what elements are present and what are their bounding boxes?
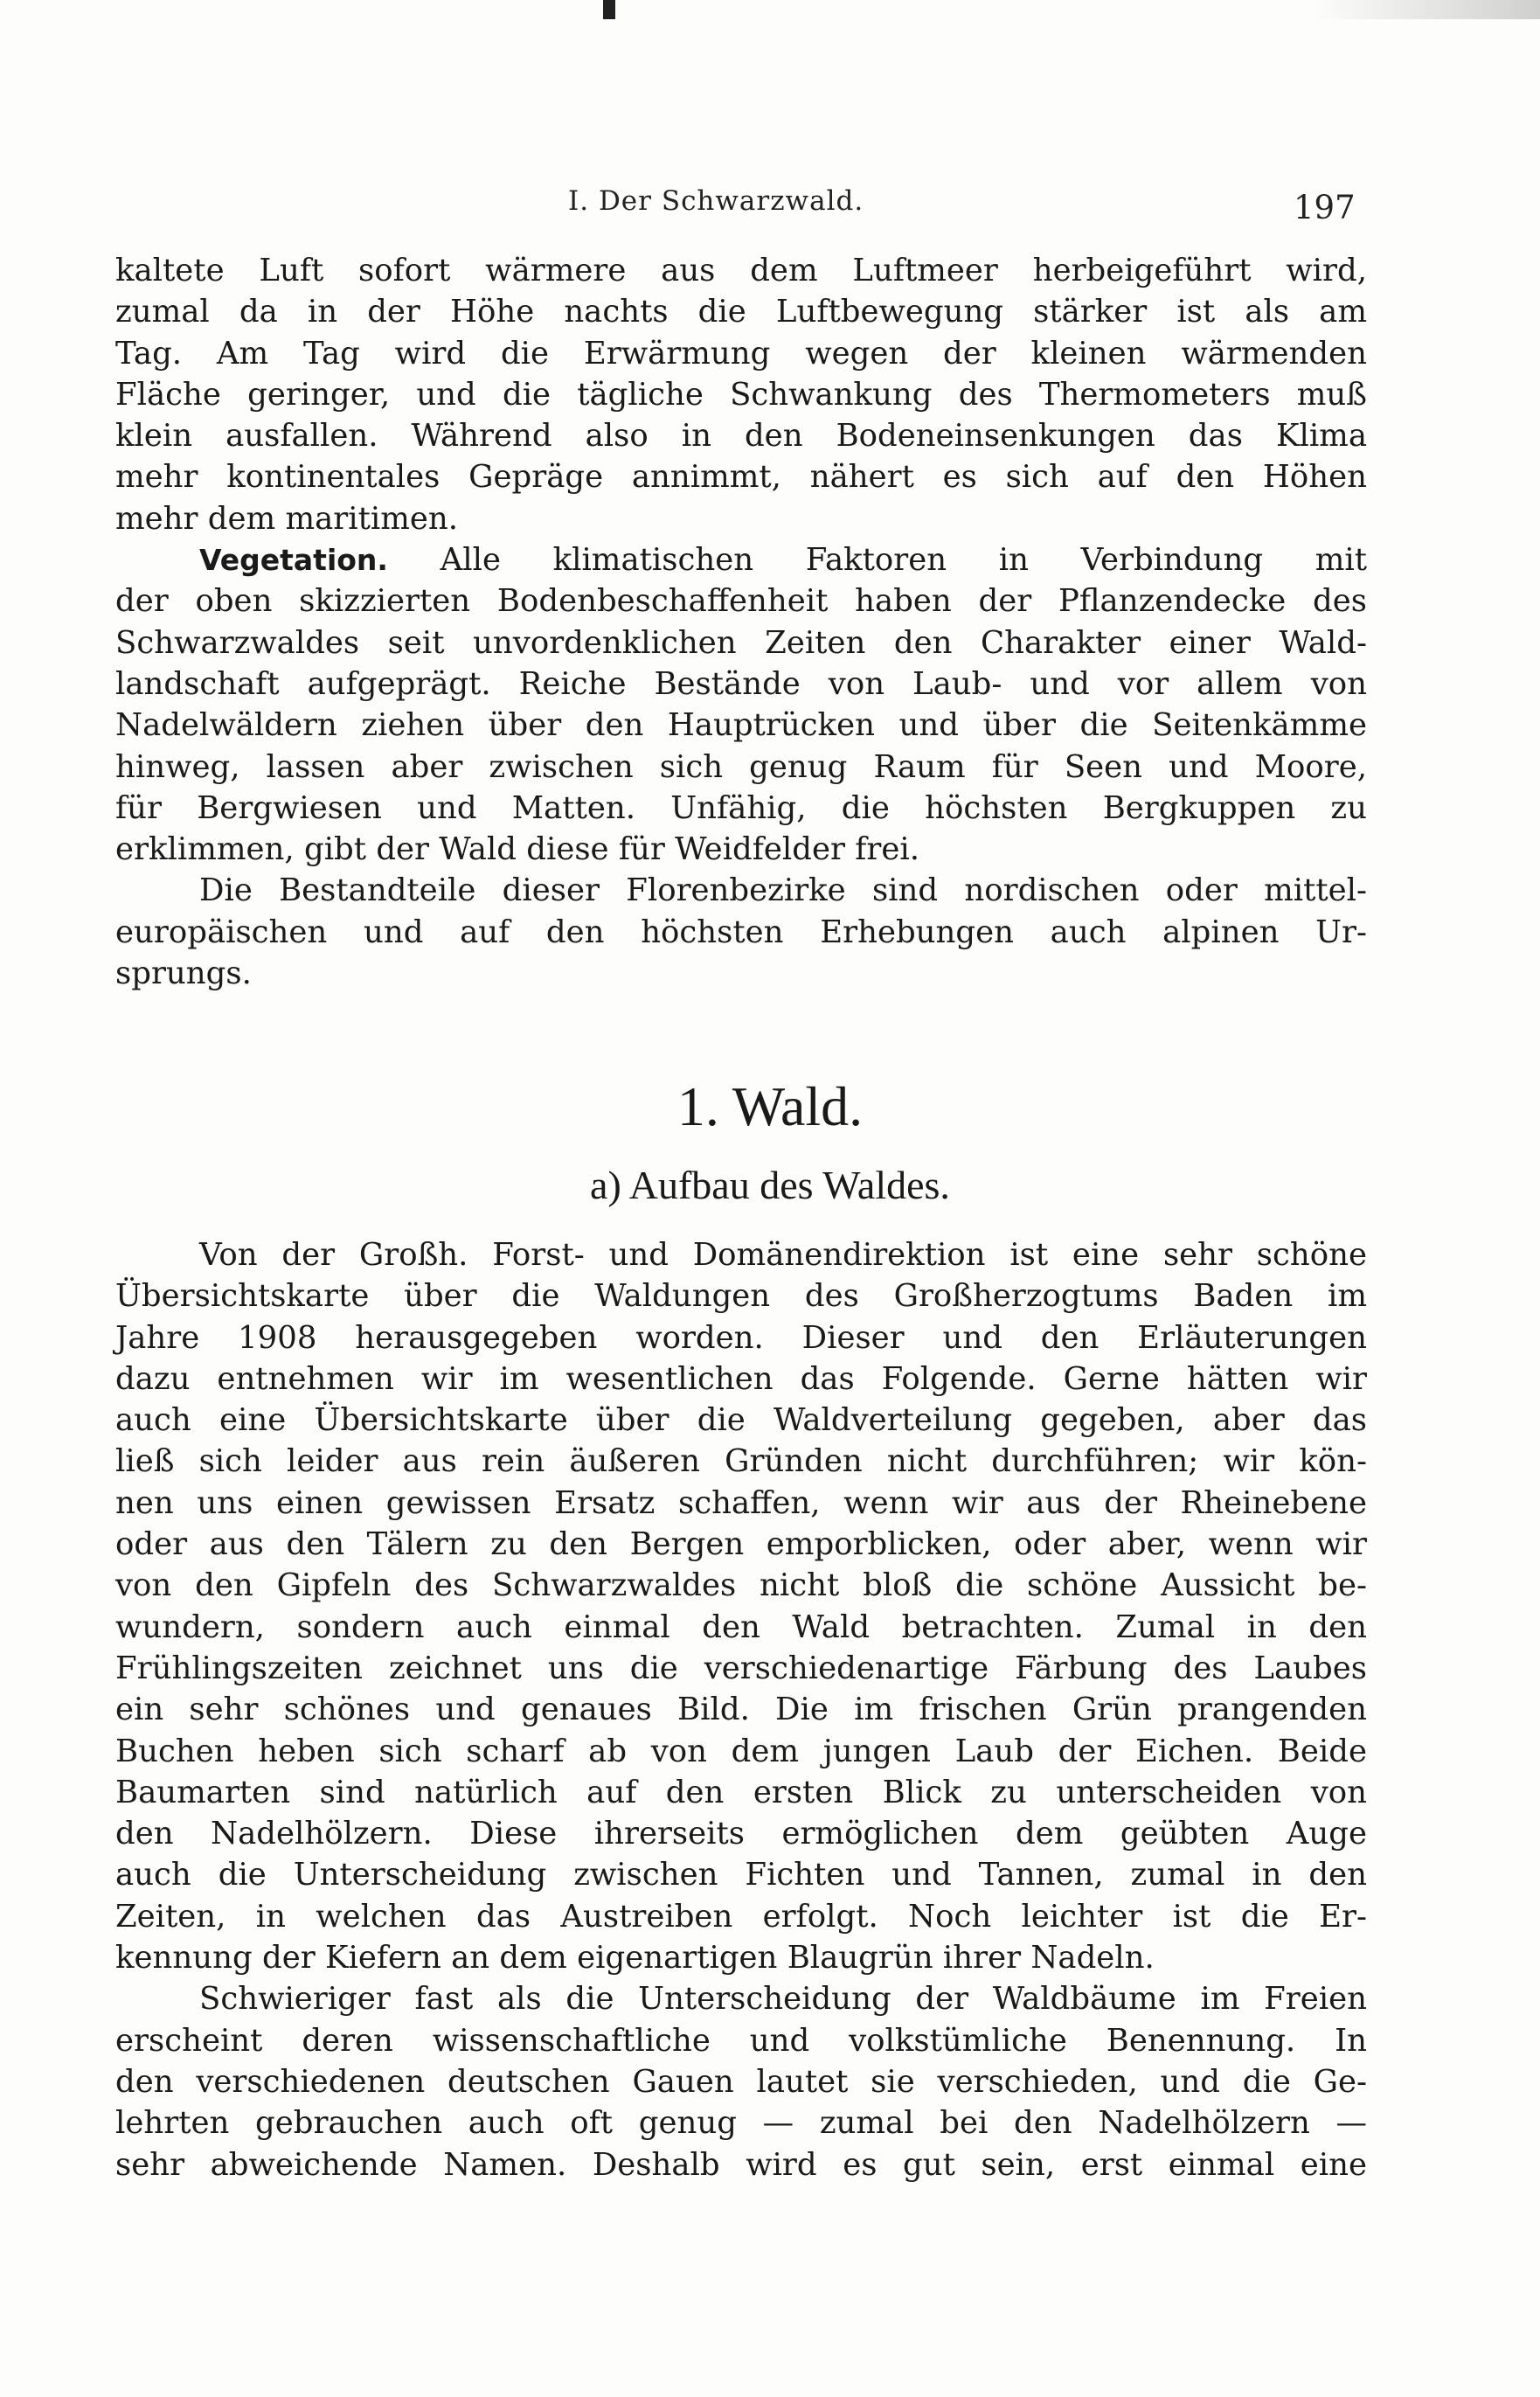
- section-heading: 1. Wald.: [676, 1075, 864, 1137]
- text-line: Übersichtskarte über die Waldungen des Großherzogtums Baden im: [115, 1278, 1367, 1315]
- text-line: Schwarzwaldes seit unvordenklichen Zeiten den Charakter einer Wald-: [115, 624, 1367, 661]
- body-text-aufbau: [115, 1234, 1367, 2185]
- lead-line-rest: Alle klimatischen Faktoren in Verbindung mit: [440, 542, 1367, 579]
- text-line: ein sehr schönes und genaues Bild. Die im frischen Grün prangenden: [115, 1692, 1367, 1728]
- paragraph-vegetation: [115, 539, 1367, 870]
- text-line: europäischen und auf den höchsten Erhebungen auch alpinen Ur-: [115, 914, 1367, 950]
- text-line: [115, 539, 1367, 580]
- running-header: [0, 185, 1540, 226]
- text-line: mehr dem maritimen.: [115, 500, 459, 537]
- text-line: den verschiedenen deutschen Gauen lautet sie verschieden, und die Ge-: [115, 2063, 1367, 2100]
- text-line: zumal da in der Höhe nachts die Luftbewegung stärker ist als am: [115, 294, 1367, 330]
- text-line: Die Bestandteile dieser Florenbezirke sind nordischen oder mittel-: [199, 872, 1367, 909]
- text-line: erscheint deren wissenschaftliche und volkstümliche Benennung. In: [115, 2022, 1367, 2059]
- text-line: nen uns einen gewissen Ersatz schaffen, wenn wir aus der Rheinebene: [115, 1484, 1367, 1521]
- text-line: Frühlingszeiten zeichnet uns die verschiedenartige Färbung des Laubes: [115, 1650, 1367, 1686]
- text-line: Tag. Am Tag wird die Erwärmung wegen der kleinen wärmenden: [115, 335, 1367, 372]
- text-line: Schwieriger fast als die Unterscheidung der Waldbäume im Freien: [199, 1981, 1367, 2018]
- text-line: klein ausfallen. Während also in den Bodeneinsenkungen das Klima: [115, 418, 1367, 455]
- text-line: Von der Großh. Forst- und Domänendirektion ist eine sehr schöne: [199, 1237, 1367, 1273]
- text-line: Nadelwäldern ziehen über den Hauptrücken und über die Seitenkämme: [115, 707, 1367, 744]
- scan-edge-shadow: [1313, 0, 1540, 19]
- paragraph-florenbezirke: [115, 870, 1367, 994]
- text-line: landschaft aufgeprägt. Reiche Bestände von Laub- und vor allem von: [115, 665, 1367, 702]
- text-line: der oben skizzierten Bodenbeschaffenheit haben der Pflanzendecke des: [115, 583, 1367, 620]
- text-line: von den Gipfeln des Schwarzwaldes nicht bloß die schöne Aussicht be-: [115, 1567, 1367, 1604]
- text-line: lehrten gebrauchen auch oft genug — zumal bei den Nadelhölzern —: [115, 2105, 1367, 2142]
- text-line: Jahre 1908 herausgegeben worden. Dieser und den Erläuterungen: [115, 1319, 1367, 1356]
- text-line: Fläche geringer, und die tägliche Schwankung des Thermometers muß: [115, 376, 1367, 413]
- text-line: Zeiten, in welchen das Austreiben erfolgt. Noch leichter ist die Er-: [115, 1898, 1367, 1935]
- body-text-top: [115, 250, 1367, 994]
- running-title: I. Der Schwarzwald.: [568, 185, 864, 217]
- text-line: Buchen heben sich scharf ab von dem jungen Laub der Eichen. Beide: [115, 1733, 1367, 1769]
- text-line: mehr kontinentales Gepräge annimmt, nähert es sich auf den Höhen: [115, 459, 1367, 496]
- text-line: hinweg, lassen aber zwischen sich genug Raum für Seen und Moore,: [115, 748, 1367, 785]
- text-line: wundern, sondern auch einmal den Wald betrachten. Zumal in den: [115, 1608, 1367, 1645]
- text-line: dazu entnehmen wir im wesentlichen das Folgende. Gerne hätten wir: [115, 1360, 1367, 1397]
- scan-artifact: [603, 0, 615, 19]
- subsection-heading: a) Aufbau des Waldes.: [590, 1163, 950, 1207]
- text-line: auch eine Übersichtskarte über die Waldverteilung gegeben, aber das: [115, 1402, 1367, 1439]
- text-line: oder aus den Tälern zu den Bergen emporblicken, oder aber, wenn wir: [115, 1526, 1367, 1563]
- text-line: sehr abweichende Namen. Deshalb wird es gut sein, erst einmal eine: [115, 2146, 1367, 2183]
- text-line: den Nadelhölzern. Diese ihrerseits ermöglichen dem geübten Auge: [115, 1816, 1367, 1852]
- text-line: auch die Unterscheidung zwischen Fichten und Tannen, zumal in den: [115, 1857, 1367, 1893]
- page-number: 197: [1294, 189, 1356, 226]
- lead-term-vegetation: Vegetation.: [199, 543, 388, 578]
- paragraph-climate: [115, 250, 1367, 539]
- text-line: Baumarten sind natürlich auf den ersten Blick zu unterscheiden von: [115, 1774, 1367, 1810]
- text-line: kennung der Kiefern an dem eigenartigen Blaugrün ihrer Nadeln.: [115, 1940, 1155, 1977]
- text-line: ließ sich leider aus rein äußeren Gründen nicht durchführen; wir kön-: [115, 1443, 1367, 1480]
- text-line: für Bergwiesen und Matten. Unfähig, die höchsten Bergkuppen zu: [115, 789, 1367, 826]
- text-line: sprungs.: [115, 955, 252, 992]
- text-line: kaltete Luft sofort wärmere aus dem Luftmeer herbeigeführt wird,: [115, 253, 1367, 288]
- text-line: erklimmen, gibt der Wald diese für Weidfelder frei.: [115, 831, 920, 868]
